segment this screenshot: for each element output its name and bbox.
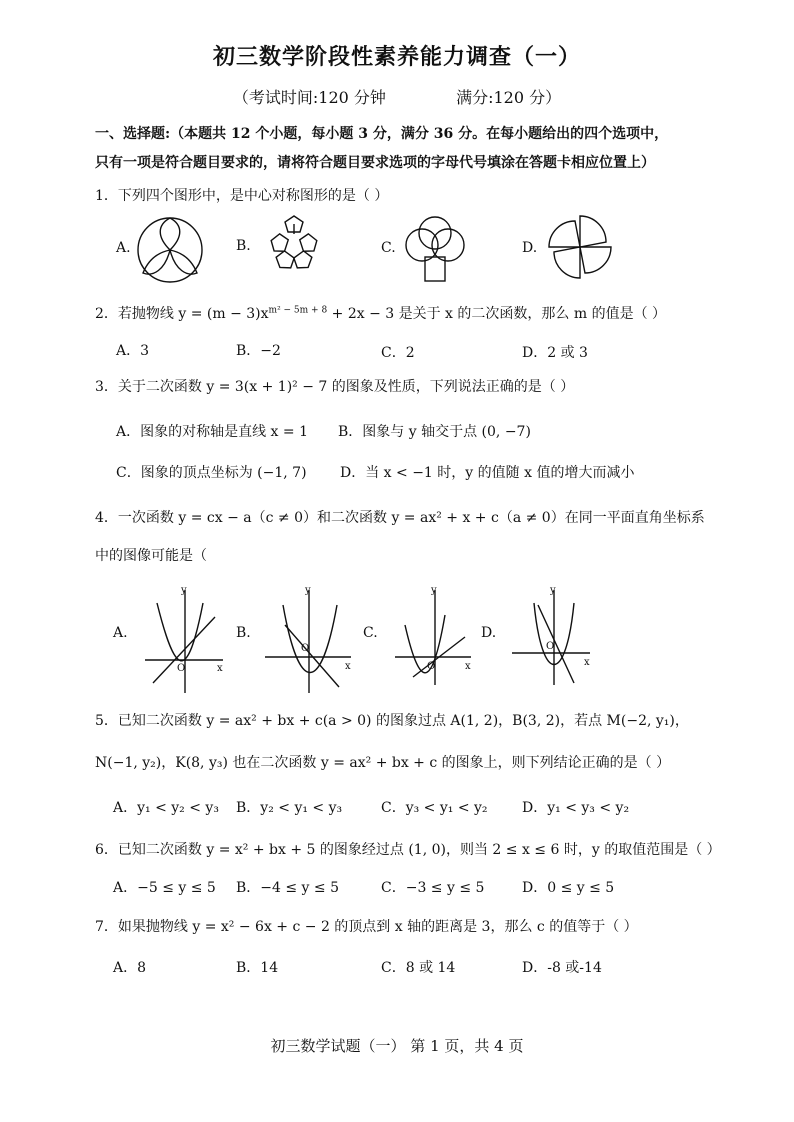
q4d-origin: O xyxy=(546,641,555,652)
page-footer: 初三数学试题（一） 第 1 页，共 4 页 xyxy=(270,1037,524,1055)
q4-option-a-label: A. xyxy=(113,625,128,641)
q1-option-c-label: C. xyxy=(381,240,396,256)
q1-option-b-label: B. xyxy=(236,238,251,254)
exam-info xyxy=(0,85,794,108)
q2-stem-head: 2．若抛物线 y = (m − 3)x xyxy=(95,306,269,322)
exam-score: 满分:120 分） xyxy=(456,88,562,107)
q4d-x-label: x xyxy=(584,657,590,668)
q2-exponent: m² − 5m + 8 xyxy=(268,305,328,316)
q4b-x-label: x xyxy=(345,661,351,672)
q4c-x-label: x xyxy=(465,661,471,672)
q3-option-a: A．图象的对称轴是直线 x = 1 xyxy=(116,424,308,440)
q4-graph-c xyxy=(395,585,475,695)
q4a-y-label: y xyxy=(181,585,187,596)
q4d-y-label: y xyxy=(550,585,556,596)
exam-time: （考试时间:120 分钟 xyxy=(232,88,386,107)
q1-option-a-label: A. xyxy=(116,240,131,256)
q7-option-a: A．8 xyxy=(113,960,147,976)
q7-option-c: C．8 或 14 xyxy=(381,960,456,976)
question-2-stem xyxy=(95,303,666,323)
q2-option-d: D．2 或 3 xyxy=(522,345,588,361)
q2-option-a: A．3 xyxy=(116,343,150,359)
q4-graph-a xyxy=(145,585,225,695)
q1-figure-b xyxy=(258,212,330,282)
q4a-origin: O xyxy=(177,663,186,674)
q4a-x-label: x xyxy=(217,663,223,674)
question-7-stem: 7．如果抛物线 y = x² − 6x + c − 2 的顶点到 x 轴的距离是 3，那么 c 的值等于（ ） xyxy=(95,919,638,935)
question-4-stem-line2: 中的图像可能是（ xyxy=(95,548,207,564)
q6-option-b: B．−4 ≤ y ≤ 5 xyxy=(236,880,340,896)
q2-stem-tail: + 2x − 3 是关于 x 的二次函数，那么 m 的值是（ ） xyxy=(327,306,667,322)
q5-option-b: B．y₂ < y₁ < y₃ xyxy=(236,800,343,816)
question-1-stem: 1．下列四个图形中，是中心对称图形的是（ ） xyxy=(95,188,389,204)
q4-option-d-label: D. xyxy=(481,625,497,641)
q7-option-b: B．14 xyxy=(236,960,279,976)
q7-option-d: D．-8 或-14 xyxy=(522,960,602,976)
q6-option-d: D．0 ≤ y ≤ 5 xyxy=(522,880,615,896)
q2-option-b: B．−2 xyxy=(236,343,281,359)
q5-option-d: D．y₁ < y₃ < y₂ xyxy=(522,800,630,816)
q4-graph-b xyxy=(265,585,355,695)
q4-option-b-label: B. xyxy=(236,625,251,641)
q2-option-c: C．2 xyxy=(381,345,415,361)
q1-figure-d xyxy=(545,212,615,282)
q4b-origin: O xyxy=(301,643,310,654)
question-5-stem: 5．已知二次函数 y = ax² + bx + c(a > 0) 的图象过点 A(1, 2)，B(3, 2)，若点 M(−2, y₁)， xyxy=(95,713,689,729)
question-5-stem-line2: N(−1, y₂)，K(8, y₃) 也在二次函数 y = ax² + bx + c 的图象上，则下列结论正确的是（ ） xyxy=(95,755,671,771)
q4b-y-label: y xyxy=(305,585,311,596)
q1-figure-a xyxy=(135,215,205,285)
section-heading-line2: 只有一项是符合题目要求的，请将符合题目要求选项的字母代号填涂在答题卡相应位置上） xyxy=(95,155,655,171)
question-4-stem: 4．一次函数 y = cx − a（c ≠ 0）和二次函数 y = ax² + x + c（a ≠ 0）在同一平面直角坐标系 xyxy=(95,510,705,526)
question-6-stem: 6．已知二次函数 y = x² + bx + 5 的图象经过点 (1, 0)，则当 2 ≤ x ≤ 6 时，y 的取值范围是（ ） xyxy=(95,842,721,858)
q6-option-a: A．−5 ≤ y ≤ 5 xyxy=(113,880,216,896)
q4-option-c-label: C. xyxy=(363,625,378,641)
q3-option-d: D．当 x < −1 时，y 的值随 x 值的增大而减小 xyxy=(340,465,635,481)
q4c-origin: O xyxy=(427,661,436,672)
section-heading: 一、选择题:（本题共 12 个小题，每小题 3 分，满分 36 分。在每小题给出的四个选项中， xyxy=(95,126,669,142)
q1-figure-c xyxy=(400,215,470,285)
q4c-y-label: y xyxy=(431,585,437,596)
q5-option-c: C．y₃ < y₁ < y₂ xyxy=(381,800,488,816)
q1-option-d-label: D. xyxy=(522,240,538,256)
q6-option-c: C．−3 ≤ y ≤ 5 xyxy=(381,880,485,896)
page-title: 初三数学阶段性素养能力调查（一） xyxy=(212,44,581,70)
q5-option-a: A．y₁ < y₂ < y₃ xyxy=(113,800,219,816)
q4-graph-d xyxy=(512,585,592,695)
q3-option-c: C．图象的顶点坐标为 (−1, 7) xyxy=(116,465,307,481)
q3-option-b: B．图象与 y 轴交于点 (0, −7) xyxy=(338,424,531,440)
question-3-stem: 3．关于二次函数 y = 3(x + 1)² − 7 的图象及性质，下列说法正确的是（ ） xyxy=(95,379,575,395)
